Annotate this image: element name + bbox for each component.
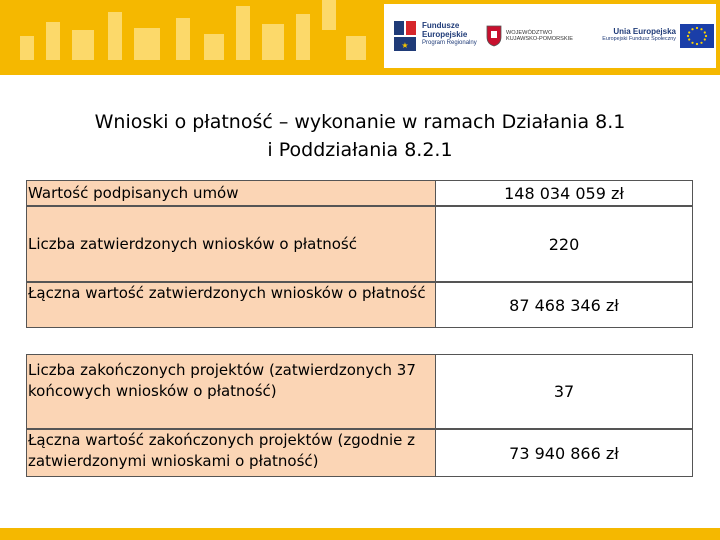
page-title xyxy=(40,108,680,164)
row-label: Łączna wartość zatwierdzonych wniosków o płatność xyxy=(26,282,436,328)
kujawsko-pomorskie-logo xyxy=(484,4,578,68)
table-row xyxy=(26,180,693,206)
fe-line2: Europejskie xyxy=(422,29,468,39)
decor-block xyxy=(262,24,284,60)
decor-block xyxy=(108,12,122,60)
fundusze-europejskie-logo xyxy=(392,4,478,68)
row-value: 73 940 866 zł xyxy=(436,429,693,477)
title-line-1: Wnioski o płatność – wykonanie w ramach Działania 8.1 xyxy=(94,111,626,133)
fe-emblem-icon xyxy=(392,19,418,53)
svg-text:★: ★ xyxy=(401,41,409,50)
decor-block xyxy=(46,22,60,60)
footer-band xyxy=(0,528,720,540)
decor-block xyxy=(134,28,160,60)
table-row xyxy=(26,206,693,282)
coat-of-arms-icon xyxy=(486,25,502,47)
row-value: 87 468 346 zł xyxy=(436,282,693,328)
decor-block xyxy=(322,0,336,30)
row-value: 148 034 059 zł xyxy=(436,180,693,206)
unia-europejska-logo xyxy=(590,4,714,68)
row-label: Liczba zatwierdzonych wniosków o płatność xyxy=(26,206,436,282)
row-value: 220 xyxy=(436,206,693,282)
row-value: 37 xyxy=(436,354,693,429)
table-row xyxy=(26,354,693,429)
header-band xyxy=(0,0,720,75)
decor-block xyxy=(296,14,310,60)
logo-bar xyxy=(384,4,716,68)
decor-block xyxy=(20,36,34,60)
kp-line2: KUJAWSKO-POMORSKIE xyxy=(506,36,573,43)
decor-block xyxy=(72,30,94,60)
title-line-2: i Poddziałania 8.2.1 xyxy=(267,139,453,161)
ue-line2: Europejski Fundusz Społeczny xyxy=(602,35,676,42)
table-row xyxy=(26,282,693,328)
decor-block xyxy=(346,36,366,60)
row-label: Liczba zakończonych projektów (zatwierdzonych 37 końcowych wniosków o płatność) xyxy=(26,354,436,429)
decor-block xyxy=(204,34,224,60)
row-label: Wartość podpisanych umów xyxy=(26,180,436,206)
kp-line1: WOJEWÓDZTWO xyxy=(506,30,553,36)
decor-block xyxy=(176,18,190,60)
ue-line1: Unia Europejska xyxy=(613,27,676,36)
fe-line3: Program Regionalny xyxy=(422,39,477,46)
table-row xyxy=(26,429,693,477)
row-label: Łączna wartość zakończonych projektów (zgodnie z zatwierdzonymi wnioskami o płatność) xyxy=(26,429,436,477)
eu-flag-icon xyxy=(680,24,714,48)
fe-line1: Fundusze xyxy=(422,21,460,30)
decor-block xyxy=(236,6,250,60)
